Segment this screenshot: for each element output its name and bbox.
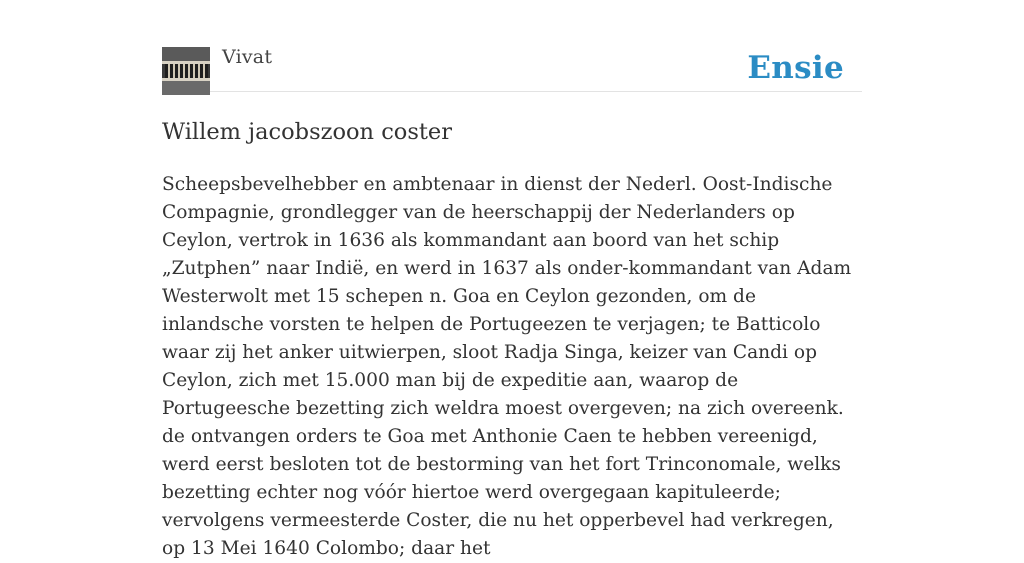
- author-avatar[interactable]: [162, 47, 210, 95]
- site-logo[interactable]: Ensie: [747, 50, 844, 86]
- article-body: Scheepsbevelhebber en ambtenaar in dienst der Nederl. Oost-Indische Compagnie, grondlegger van de heerschappij der Nederlanders op Ceylon, vertrok in 1636 als kommandant aan boord van het schip „Zutphen” naar Indië, en werd in 1637 als onder-kommandant van Adam Westerwolt met 15 schepen n. Goa en Ceylon gezonden, om de inlandsche vorsten te helpen de Portugeezen te verjagen; te Batticolo waar zij het anker uitwierpen, sloot Radja Singa, keizer van Candi op Ceylon, zich met 15.000 man bij de expeditie aan, waarop de Portugeesche bezetting zich weldra moest overgeven; na zich overeenk. de ontvangen orders te Goa met Anthonie Caen te hebben vereenigd, werd eerst besloten tot de bestorming van het fort Trinconomale, welks bezetting echter nog vóór hiertoe werd overgegaan kapituleerde; vervolgens vermeesterde Coster, die nu het opperbevel had verkregen, op 13 Mei 1640 Colombo; daar het: [162, 174, 852, 559]
- page: [162, 0, 862, 559]
- header: [162, 0, 862, 92]
- bookshelf-avatar-icon: [162, 47, 210, 95]
- author-name[interactable]: Vivat: [222, 46, 273, 68]
- article-title: Willem jacobszoon coster: [162, 119, 453, 145]
